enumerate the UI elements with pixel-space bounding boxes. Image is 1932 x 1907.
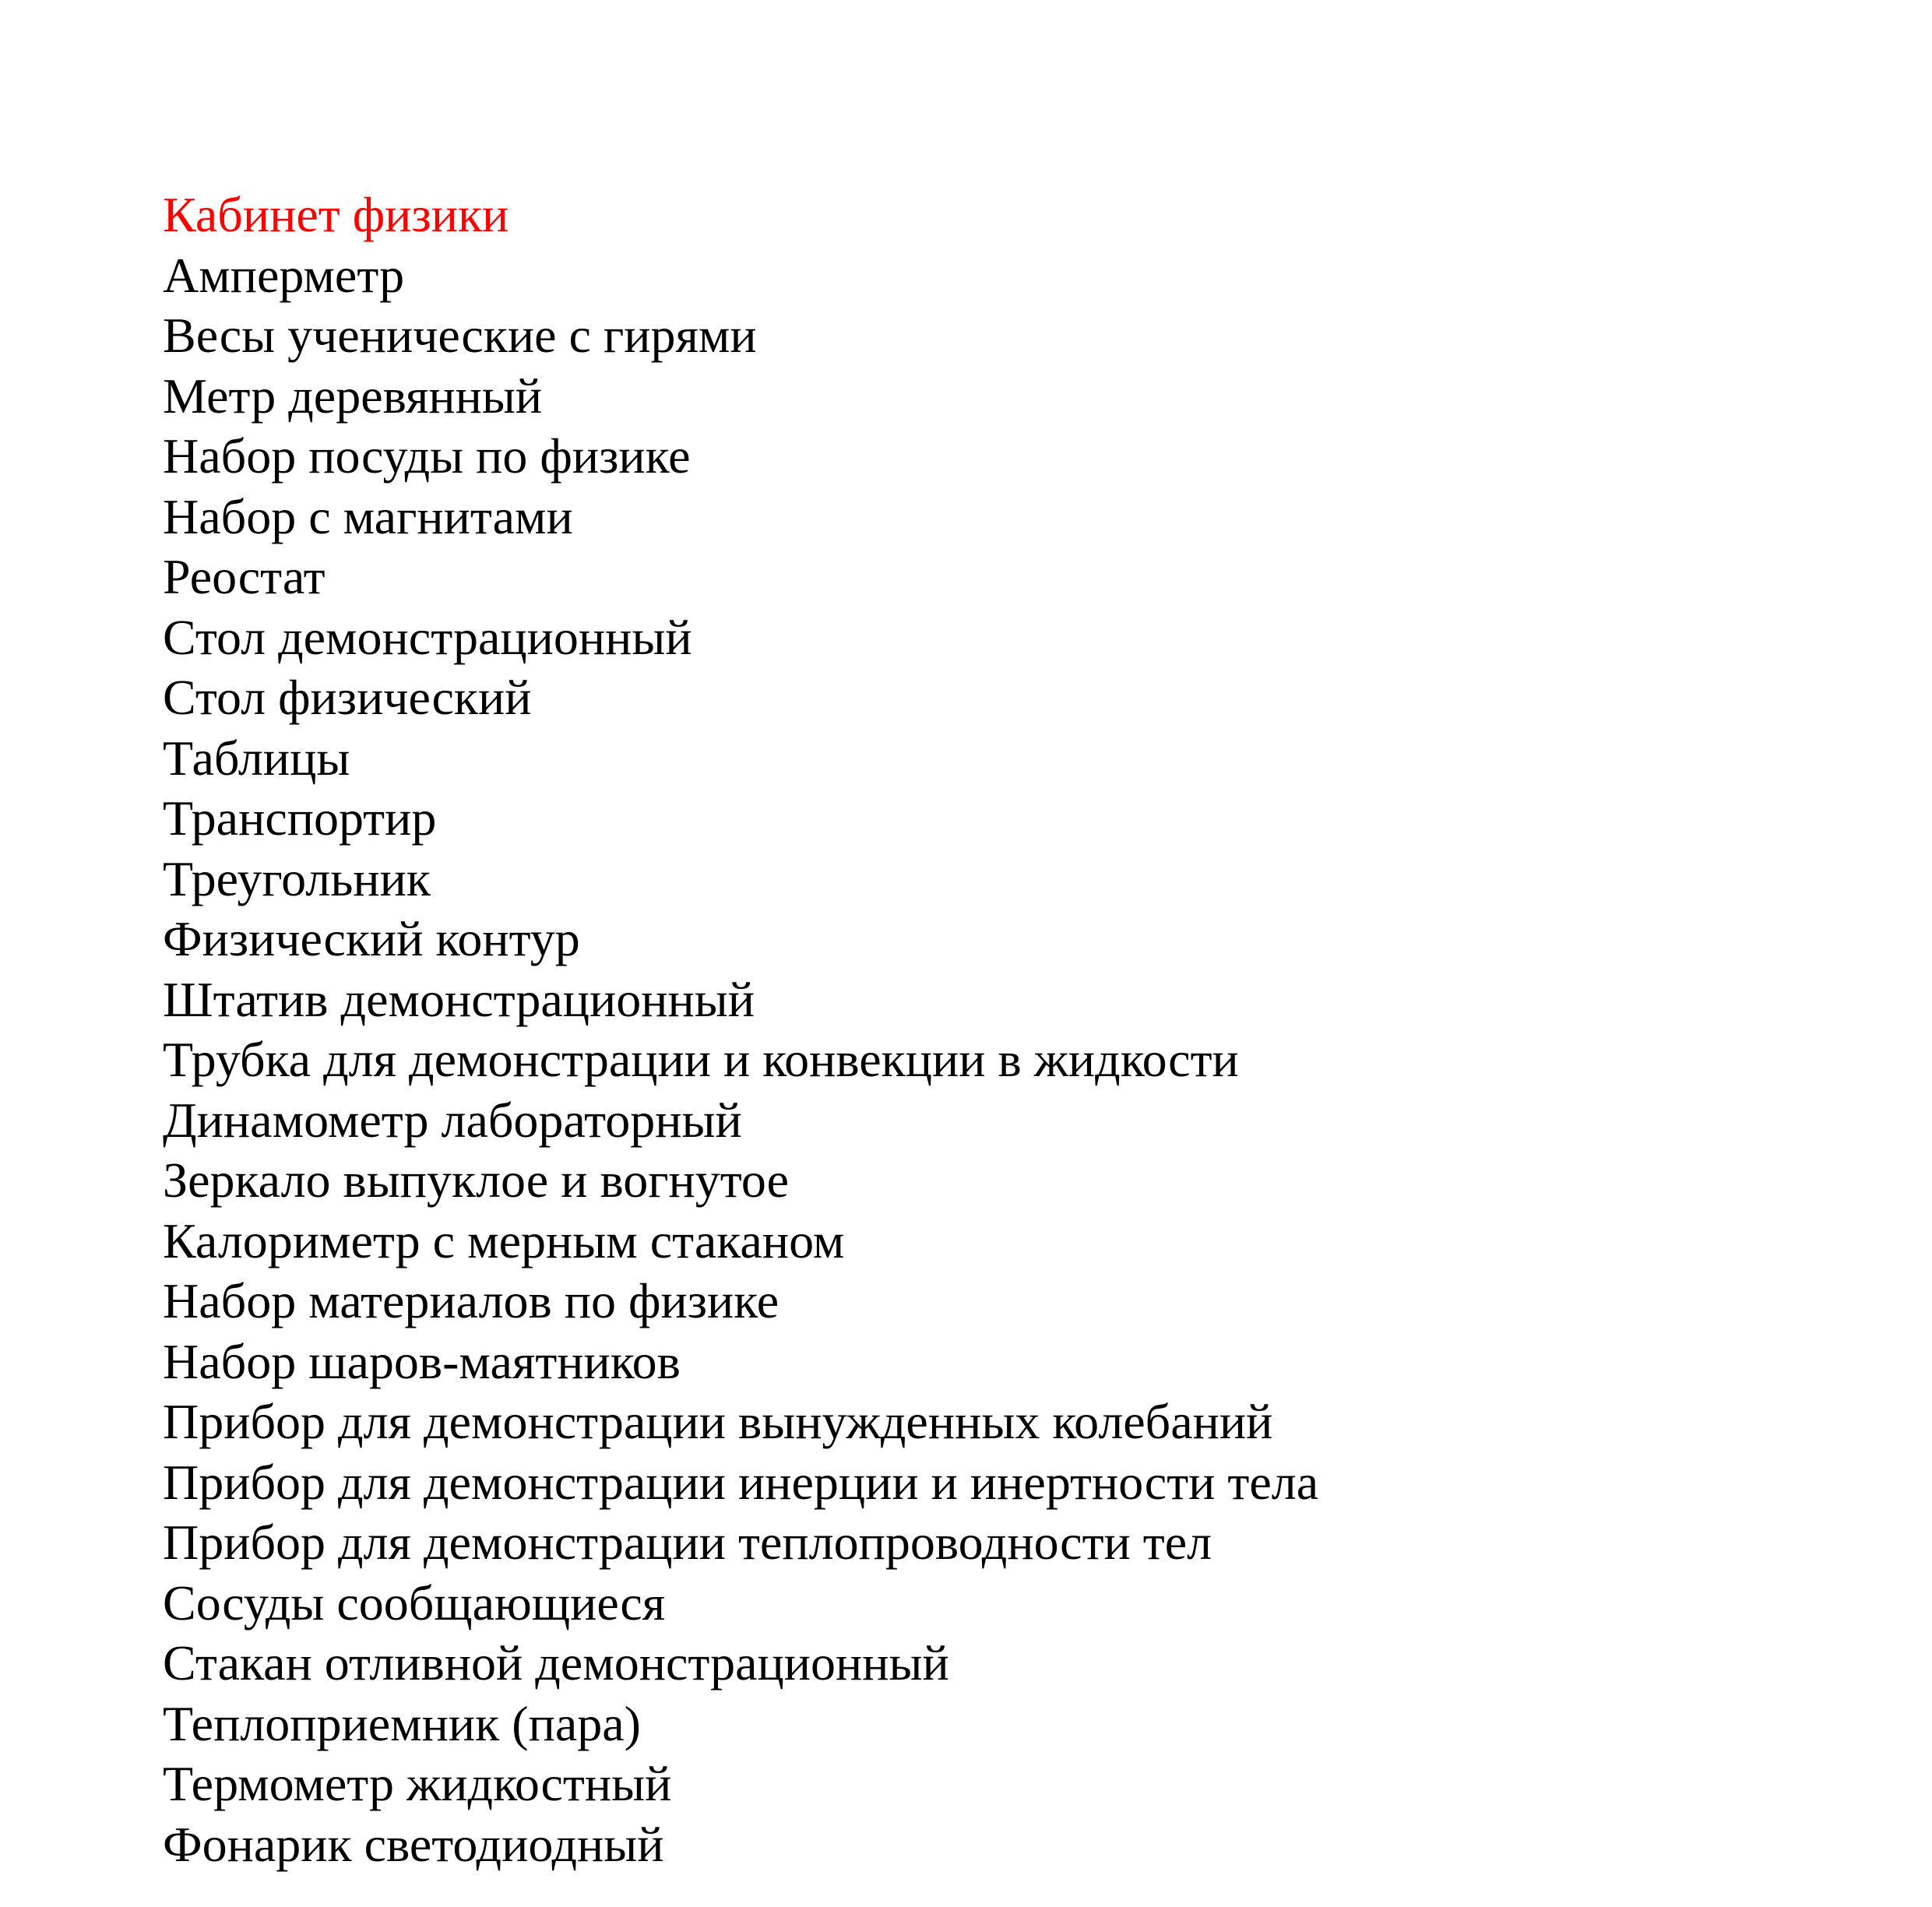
list-item: Калориметр с мерным стаканом (163, 1212, 845, 1268)
list-item: Стакан отливной демонстрационный (163, 1635, 949, 1691)
list-item: Прибор для демонстрации вынужденных колебаний (163, 1394, 1273, 1449)
list-item: Реостат (163, 549, 326, 604)
list-item: Набор материалов по физике (163, 1273, 779, 1328)
list-item: Набор посуды по физике (163, 428, 691, 484)
list-item: Амперметр (163, 247, 405, 303)
list-item: Термометр жидкостный (163, 1756, 672, 1811)
list-item: Трубка для демонстрации и конвекции в жидкости (163, 1032, 1239, 1087)
list-item: Теплоприемник (пара) (163, 1695, 641, 1751)
list-item: Набор с магнитами (163, 488, 573, 544)
list-item: Стол физический (163, 670, 532, 725)
list-item: Физический контур (163, 911, 580, 966)
list-item: Сосуды сообщающиеся (163, 1575, 666, 1631)
list-item: Треугольник (163, 850, 431, 906)
equipment-list (163, 185, 1798, 1874)
list-item: Штатив демонстрационный (163, 971, 755, 1027)
list-item: Набор шаров-маятников (163, 1333, 681, 1389)
list-item: Фонарик светодиодный (163, 1816, 664, 1872)
list-item: Таблицы (163, 730, 350, 786)
list-item: Прибор для демонстрации теплопроводности тел (163, 1515, 1212, 1570)
list-item: Зеркало выпуклое и вогнутое (163, 1152, 790, 1208)
list-item: Транспортир (163, 790, 437, 846)
list-item: Весы ученические с гирями (163, 308, 757, 363)
list-item: Прибор для демонстрации инерции и инертности тела (163, 1454, 1319, 1510)
list-item: Стол демонстрационный (163, 609, 692, 665)
list-item: Метр деревянный (163, 368, 543, 424)
list-item: Динамометр лабораторный (163, 1092, 742, 1148)
list-title: Кабинет физики (163, 187, 509, 242)
